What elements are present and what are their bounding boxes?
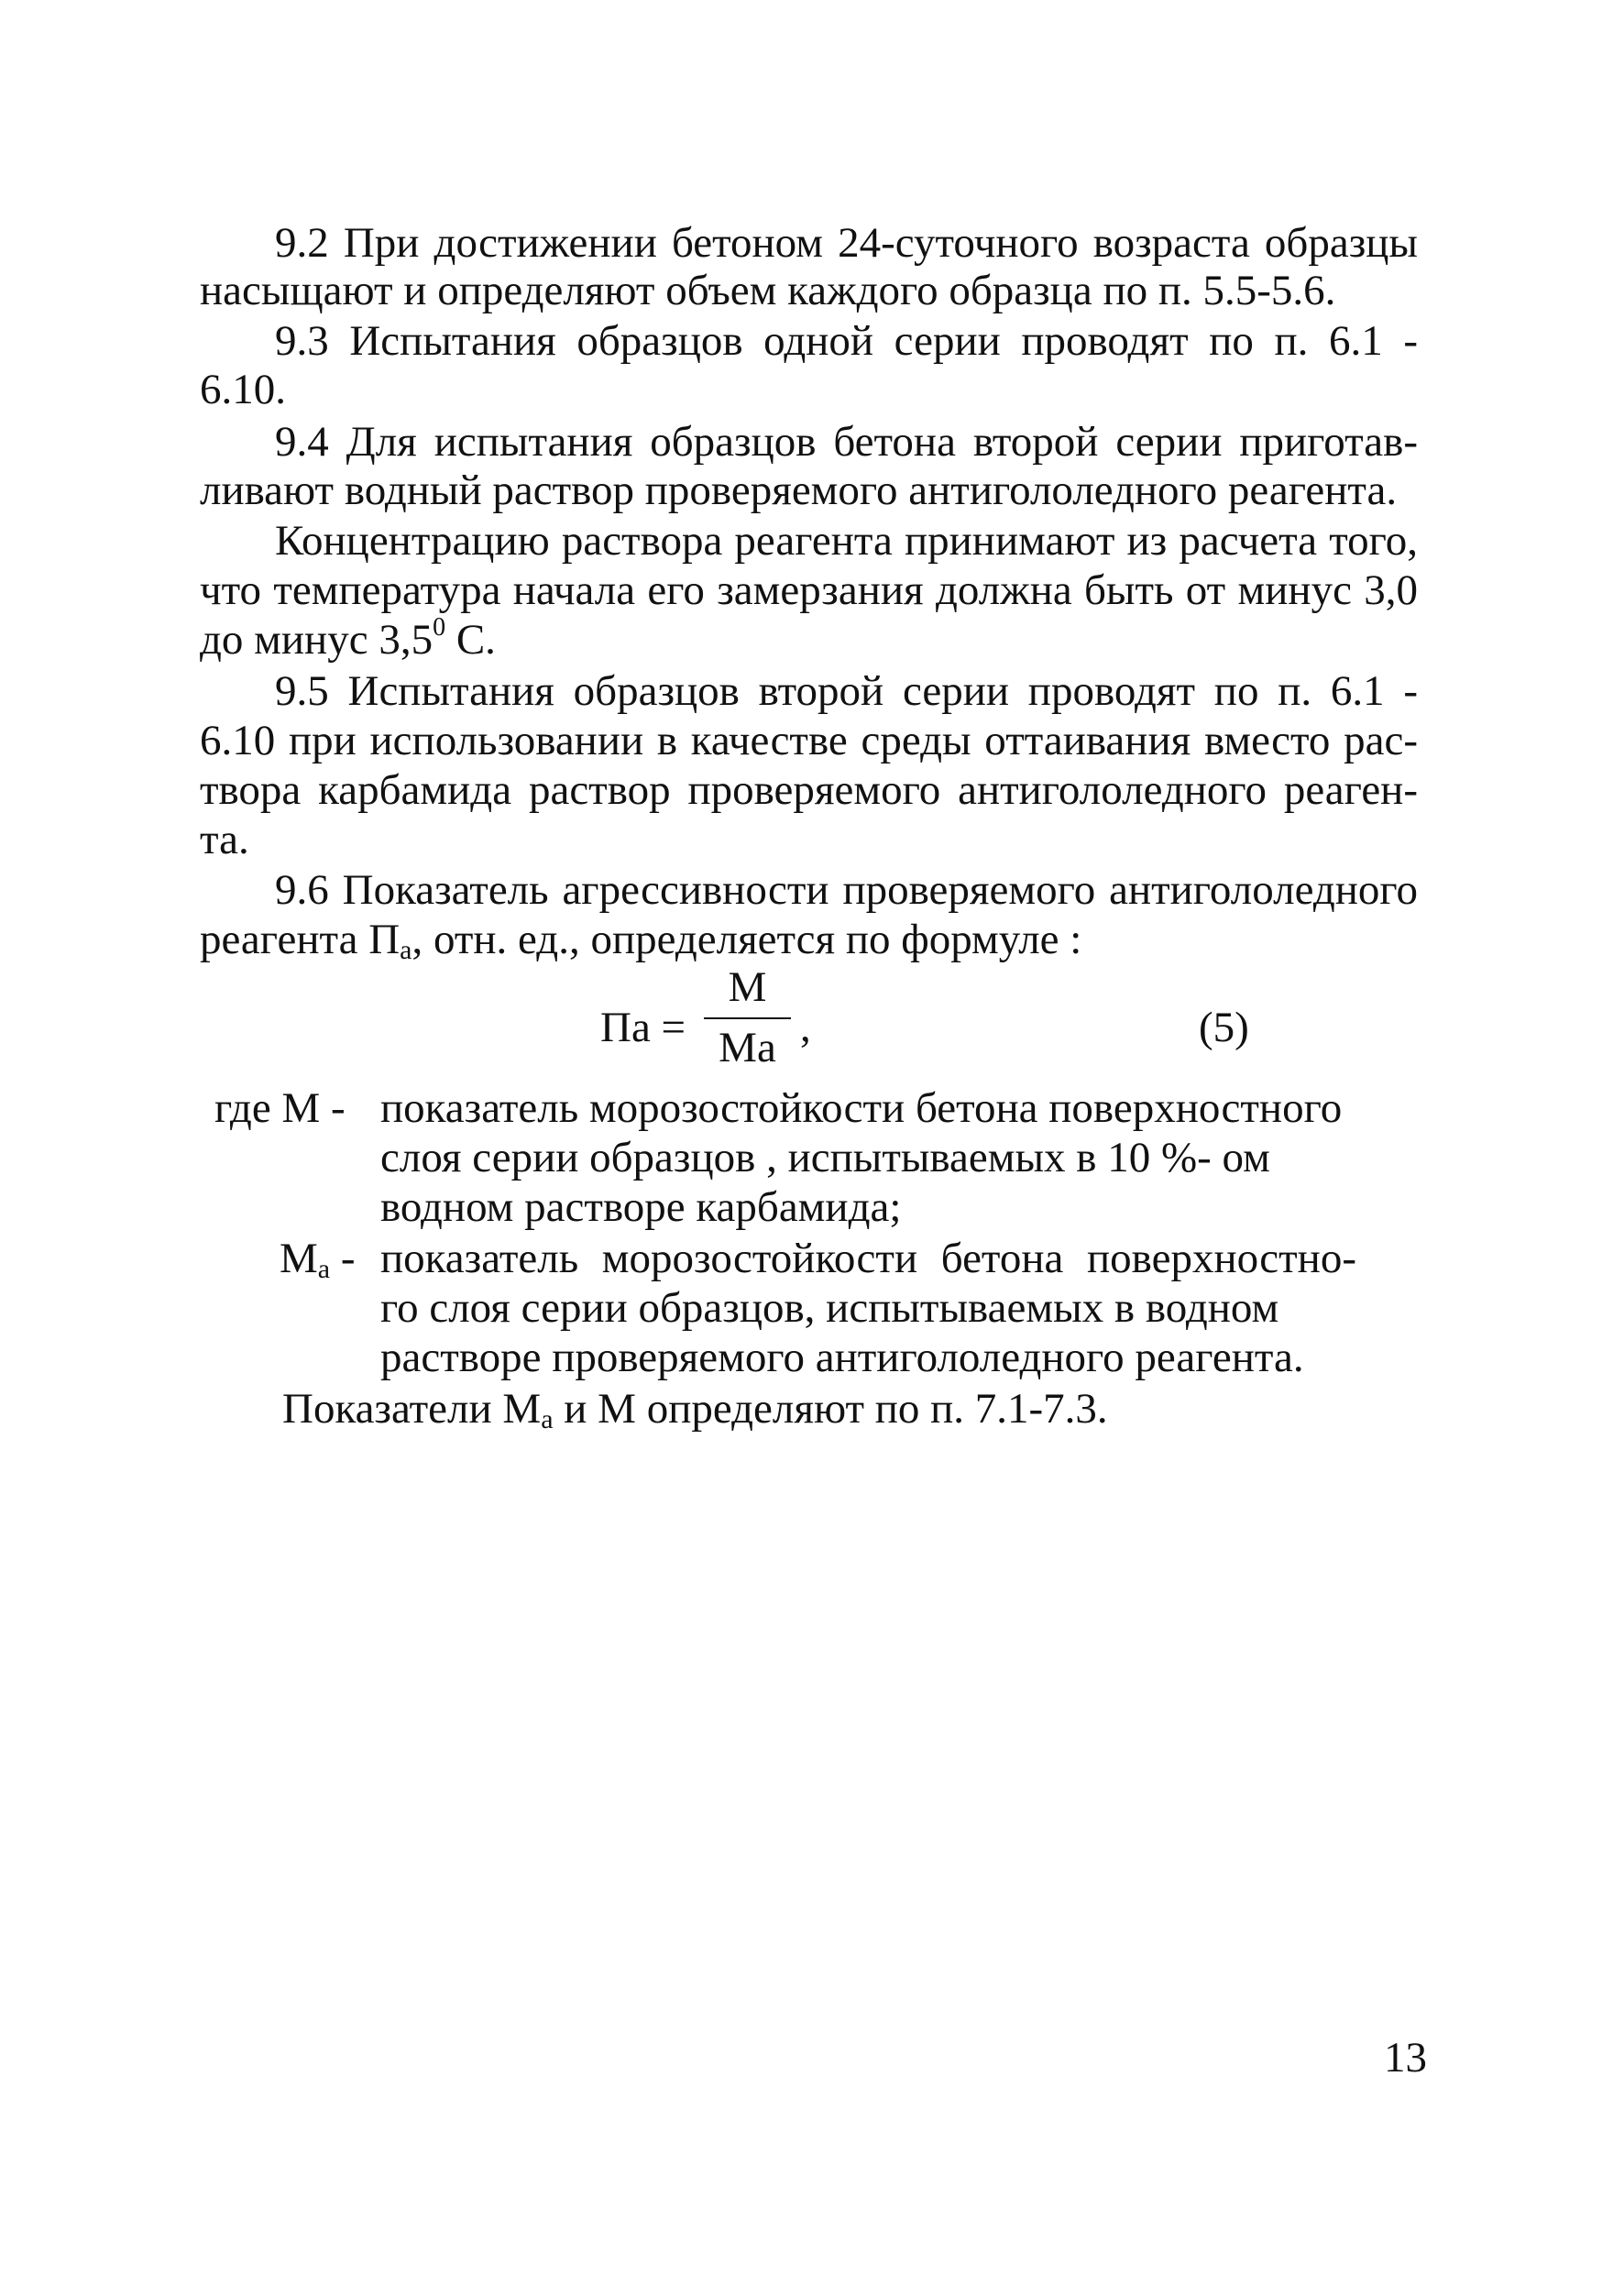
temperature-text: до минус 3,5	[200, 616, 433, 664]
ma-letter: М	[280, 1235, 318, 1282]
paragraph-9-5-line-4: та.	[200, 816, 249, 863]
paragraph-9-5-line-2: 6.10 при использовании в качестве среды оттаивания вместо рас-	[200, 717, 1418, 764]
paragraph-9-6-line-2	[200, 915, 1081, 964]
definition-m-line-2: слоя серии образцов , испытываемых в 10 %- ом	[380, 1134, 1270, 1181]
formula-numerator: М	[728, 963, 767, 1011]
reagent-text: реагента П	[200, 916, 401, 963]
paragraph-9-4-line-1: 9.4 Для испытания образцов бетона второй серии приготав-	[275, 418, 1418, 466]
equation-number: (5)	[1199, 1004, 1249, 1051]
paragraph-9-5-line-1: 9.5 Испытания образцов второй серии проводят по п. 6.1 -	[275, 667, 1418, 715]
paragraph-9-6-line-1: 9.6 Показатель агрессивности проверяемого антигололедного	[275, 866, 1418, 914]
paragraph-9-2-line-1: 9.2 При достижении бетоном 24-суточного возраста образцы	[275, 219, 1418, 267]
definition-m-line-1: показатель морозостойкости бетона поверхностного	[380, 1084, 1343, 1132]
celsius-unit: С.	[445, 616, 496, 664]
definition-ma-line-2: го слоя серии образцов, испытываемых в водном	[380, 1284, 1279, 1332]
formula-denominator: Ма	[719, 1024, 776, 1071]
degree-superscript: 0	[433, 613, 446, 642]
ma-dash: -	[330, 1235, 356, 1282]
closing-text-end: и М определяют по п. 7.1-7.3.	[553, 1385, 1108, 1433]
paragraph-9-3-line-1: 9.3 Испытания образцов одной серии проводят по п. 6.1 -	[275, 317, 1418, 365]
paragraph-9-4-line-2: ливают водный раствор проверяемого антигололедного реагента.	[200, 467, 1398, 514]
closing-subscript: а	[541, 1404, 554, 1434]
formula-5	[600, 962, 949, 1091]
definition-m-term: где М -	[214, 1084, 346, 1132]
definition-m-line-3: водном растворе карбамида;	[380, 1183, 902, 1231]
definition-ma-term	[280, 1234, 356, 1283]
formula-intro-text: , отн. ед., определяется по формуле :	[411, 916, 1082, 963]
paragraph-9-2-line-2: насыщают и определяют объем каждого образца по п. 5.5-5.6.	[200, 267, 1336, 314]
paragraph-9-5-line-3: твора карбамида раствор проверяемого антигололедного реаген-	[200, 766, 1418, 814]
page-number: 13	[1384, 2034, 1427, 2082]
paragraph-concentration-line-1: Концентрацию раствора реагента принимают из расчета того,	[275, 517, 1418, 565]
paragraph-concentration-line-3	[200, 615, 496, 665]
definition-ma-line-3: растворе проверяемого антигололедного реагента.	[380, 1334, 1304, 1381]
formula-lhs: Па =	[600, 1004, 686, 1051]
definition-ma-line-1: показатель морозостойкости бетона поверхностно-	[380, 1235, 1356, 1282]
formula-fraction	[704, 962, 791, 1072]
closing-text-start: Показатели М	[282, 1385, 542, 1433]
paragraph-9-3-line-2: 6.10.	[200, 366, 286, 413]
formula-comma: ,	[800, 1004, 811, 1051]
ma-subscript: а	[317, 1254, 331, 1284]
closing-line	[282, 1384, 1108, 1434]
reagent-subscript: а	[400, 935, 412, 965]
fraction-bar	[704, 1017, 791, 1019]
paragraph-concentration-line-2: что температура начала его замерзания должна быть от минус 3,0	[200, 566, 1418, 614]
